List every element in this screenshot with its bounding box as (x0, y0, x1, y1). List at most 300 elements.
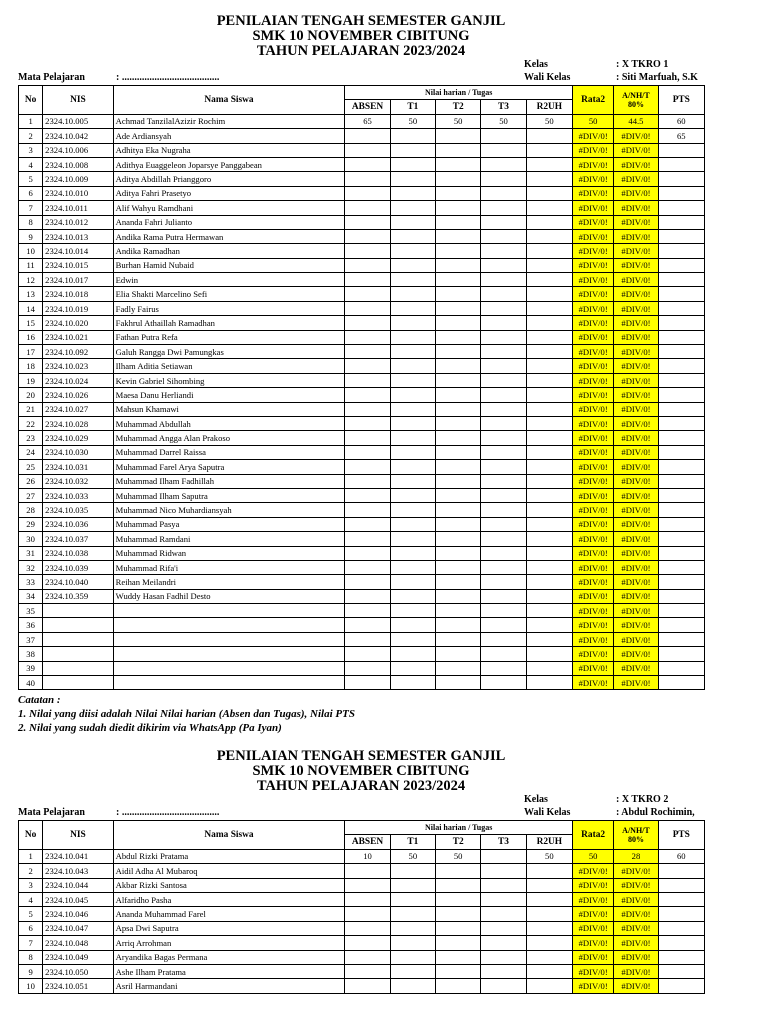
cell-no: 36 (19, 618, 43, 632)
cell-nis (43, 676, 114, 690)
cell-no: 28 (19, 503, 43, 517)
header-r2uh: R2UH (526, 100, 572, 114)
cell-rata2: #DIV/0! (573, 186, 614, 200)
cell-t2 (436, 201, 481, 215)
cell-t1 (390, 589, 435, 603)
cell-nama: Apsa Dwi Saputra (113, 921, 345, 935)
cell-r2uh (526, 316, 572, 330)
cell-t3 (481, 647, 526, 661)
cell-r2uh (526, 517, 572, 531)
cell-t1 (390, 460, 435, 474)
cell-t2 (436, 979, 481, 993)
cell-r2uh (526, 460, 572, 474)
cell-no: 5 (19, 907, 43, 921)
cell-absen (345, 632, 390, 646)
cell-r2uh (526, 503, 572, 517)
cell-nis: 2324.10.040 (43, 575, 114, 589)
table-row (19, 921, 705, 935)
cell-no: 12 (19, 273, 43, 287)
cell-nama (113, 661, 345, 675)
title-line-3: TAHUN PELAJARAN 2023/2024 (256, 43, 466, 59)
cell-rata2: 50 (573, 114, 614, 128)
cell-pts (658, 676, 704, 690)
cell-anht: #DIV/0! (614, 460, 658, 474)
cell-nama: Alif Wahyu Ramdhani (113, 201, 345, 215)
cell-rata2: #DIV/0! (573, 345, 614, 359)
header-nis: NIS (43, 86, 114, 115)
cell-r2uh (526, 157, 572, 171)
cell-pts (658, 503, 704, 517)
header-pts: PTS (658, 821, 704, 850)
cell-pts (658, 460, 704, 474)
cell-anht: #DIV/0! (614, 618, 658, 632)
cell-t3 (481, 373, 526, 387)
cell-t2 (436, 878, 481, 892)
cell-t1 (390, 287, 435, 301)
cell-t1 (390, 172, 435, 186)
cell-pts (658, 215, 704, 229)
table-row (19, 388, 705, 402)
table-row (19, 488, 705, 502)
cell-anht: #DIV/0! (614, 474, 658, 488)
cell-rata2: #DIV/0! (573, 560, 614, 574)
cell-no: 33 (19, 575, 43, 589)
cell-t2 (436, 301, 481, 315)
cell-no: 24 (19, 445, 43, 459)
cell-r2uh (526, 402, 572, 416)
cell-anht: #DIV/0! (614, 921, 658, 935)
cell-pts: 60 (658, 114, 704, 128)
cell-r2uh (526, 575, 572, 589)
table-row (19, 979, 705, 993)
cell-anht: #DIV/0! (614, 878, 658, 892)
cell-no: 3 (19, 878, 43, 892)
cell-rata2: #DIV/0! (573, 460, 614, 474)
cell-r2uh (526, 273, 572, 287)
cell-t2 (436, 172, 481, 186)
table-row (19, 143, 705, 157)
cell-nis: 2324.10.042 (43, 129, 114, 143)
cell-anht: #DIV/0! (614, 215, 658, 229)
cell-r2uh (526, 864, 572, 878)
cell-nis: 2324.10.009 (43, 172, 114, 186)
cell-nis: 2324.10.011 (43, 201, 114, 215)
cell-absen (345, 229, 390, 243)
cell-nama: Muhammad Ridwan (113, 546, 345, 560)
cell-t3 (481, 517, 526, 531)
cell-nama: Ilham Aditia Setiawan (113, 359, 345, 373)
cell-r2uh (526, 186, 572, 200)
cell-anht: #DIV/0! (614, 273, 658, 287)
cell-rata2: #DIV/0! (573, 359, 614, 373)
cell-pts (658, 445, 704, 459)
cell-t2 (436, 388, 481, 402)
cell-t3 (481, 143, 526, 157)
cell-rata2: #DIV/0! (573, 632, 614, 646)
cell-rata2: #DIV/0! (573, 431, 614, 445)
cell-pts (658, 244, 704, 258)
header-nis: NIS (43, 821, 114, 850)
mapel-value: : ....................................... (116, 72, 220, 83)
cell-anht: #DIV/0! (614, 345, 658, 359)
cell-t3 (481, 402, 526, 416)
cell-rata2: #DIV/0! (573, 388, 614, 402)
title-line-2: SMK 10 NOVEMBER CIBITUNG (252, 763, 470, 779)
cell-r2uh (526, 416, 572, 430)
cell-r2uh (526, 172, 572, 186)
cell-r2uh (526, 373, 572, 387)
cell-rata2: #DIV/0! (573, 907, 614, 921)
cell-t2 (436, 647, 481, 661)
cell-nis: 2324.10.013 (43, 229, 114, 243)
cell-nama: Ade Ardiansyah (113, 129, 345, 143)
cell-nis: 2324.10.047 (43, 921, 114, 935)
cell-no: 5 (19, 172, 43, 186)
cell-pts (658, 604, 704, 618)
table-row (19, 618, 705, 632)
cell-nis: 2324.10.092 (43, 345, 114, 359)
cell-t2 (436, 402, 481, 416)
cell-nama: Muhammad Ilham Saputra (113, 488, 345, 502)
cell-pts (658, 907, 704, 921)
cell-t2 (436, 604, 481, 618)
cell-absen (345, 560, 390, 574)
cell-t2 (436, 864, 481, 878)
wali-value: : Siti Marfuah, S.K (616, 72, 698, 83)
cell-pts (658, 950, 704, 964)
sheet-meta (0, 794, 768, 820)
cell-nama: Fakhrul Athaillah Ramadhan (113, 316, 345, 330)
cell-nama: Akbar Rizki Santosa (113, 878, 345, 892)
cell-t2 (436, 229, 481, 243)
cell-t1 (390, 388, 435, 402)
cell-r2uh (526, 143, 572, 157)
cell-rata2: #DIV/0! (573, 647, 614, 661)
cell-nis: 2324.10.024 (43, 373, 114, 387)
cell-t2 (436, 488, 481, 502)
cell-pts (658, 316, 704, 330)
cell-t2 (436, 964, 481, 978)
cell-t3 (481, 878, 526, 892)
cell-t3 (481, 589, 526, 603)
cell-no: 20 (19, 388, 43, 402)
cell-t1 (390, 201, 435, 215)
cell-pts (658, 936, 704, 950)
cell-absen (345, 445, 390, 459)
cell-t2 (436, 575, 481, 589)
cell-rata2: #DIV/0! (573, 244, 614, 258)
header-t1: T1 (390, 100, 435, 114)
cell-no: 7 (19, 936, 43, 950)
cell-absen (345, 488, 390, 502)
cell-pts (658, 157, 704, 171)
cell-r2uh (526, 964, 572, 978)
cell-rata2: #DIV/0! (573, 445, 614, 459)
cell-pts (658, 201, 704, 215)
cell-no: 9 (19, 229, 43, 243)
cell-rata2: #DIV/0! (573, 201, 614, 215)
cell-rata2: #DIV/0! (573, 864, 614, 878)
cell-rata2: #DIV/0! (573, 604, 614, 618)
cell-absen (345, 316, 390, 330)
cell-t2 (436, 258, 481, 272)
cell-t3 (481, 388, 526, 402)
cell-no: 23 (19, 431, 43, 445)
cell-t2 (436, 157, 481, 171)
cell-nama: Elia Shakti Marcelino Sefi (113, 287, 345, 301)
cell-r2uh (526, 215, 572, 229)
cell-pts (658, 474, 704, 488)
cell-r2uh (526, 129, 572, 143)
cell-r2uh (526, 532, 572, 546)
header-nilai-harian: Nilai harian / Tugas (345, 821, 573, 835)
kelas-label: Kelas (524, 59, 548, 70)
cell-t1 (390, 445, 435, 459)
cell-absen (345, 936, 390, 950)
cell-t2 (436, 546, 481, 560)
header-anht: A/NH/T 80% (614, 86, 658, 115)
cell-nama: Ashe Ilham Pratama (113, 964, 345, 978)
grade-sheet-section (0, 14, 768, 735)
cell-t2: 50 (436, 114, 481, 128)
cell-t2 (436, 661, 481, 675)
cell-absen (345, 474, 390, 488)
cell-pts (658, 647, 704, 661)
cell-absen (345, 921, 390, 935)
cell-t1 (390, 186, 435, 200)
cell-t3 (481, 474, 526, 488)
cell-absen (345, 416, 390, 430)
header-nama: Nama Siswa (113, 86, 345, 115)
cell-nama: Edwin (113, 273, 345, 287)
cell-absen (345, 503, 390, 517)
cell-nama: Fadly Fairus (113, 301, 345, 315)
cell-nis: 2324.10.030 (43, 445, 114, 459)
cell-nis: 2324.10.044 (43, 878, 114, 892)
note-item: 2. Nilai yang sudah diedit dikirim via WhatsApp (Pa Iyan) (18, 722, 282, 735)
cell-anht: #DIV/0! (614, 979, 658, 993)
cell-r2uh (526, 359, 572, 373)
cell-t1 (390, 632, 435, 646)
table-row (19, 431, 705, 445)
cell-no: 38 (19, 647, 43, 661)
cell-nis: 2324.10.051 (43, 979, 114, 993)
cell-t3 (481, 431, 526, 445)
cell-r2uh (526, 921, 572, 935)
cell-t3 (481, 330, 526, 344)
cell-nama (113, 618, 345, 632)
cell-pts (658, 402, 704, 416)
cell-pts (658, 589, 704, 603)
cell-no: 37 (19, 632, 43, 646)
cell-nis (43, 661, 114, 675)
cell-t3 (481, 229, 526, 243)
cell-rata2: #DIV/0! (573, 661, 614, 675)
cell-r2uh (526, 546, 572, 560)
cell-pts (658, 301, 704, 315)
cell-rata2: #DIV/0! (573, 402, 614, 416)
cell-pts (658, 661, 704, 675)
cell-nama: Burhan Hamid Nubaid (113, 258, 345, 272)
cell-anht: #DIV/0! (614, 589, 658, 603)
cell-r2uh (526, 287, 572, 301)
cell-t1 (390, 661, 435, 675)
cell-absen (345, 676, 390, 690)
cell-t2 (436, 560, 481, 574)
cell-absen (345, 661, 390, 675)
cell-nama: Muhammad Angga Alan Prakoso (113, 431, 345, 445)
table-row (19, 215, 705, 229)
table-row (19, 936, 705, 950)
cell-absen (345, 273, 390, 287)
header-absen: ABSEN (345, 835, 390, 849)
cell-anht: #DIV/0! (614, 503, 658, 517)
cell-r2uh (526, 589, 572, 603)
cell-rata2: #DIV/0! (573, 229, 614, 243)
cell-rata2: #DIV/0! (573, 575, 614, 589)
cell-nis: 2324.10.038 (43, 546, 114, 560)
cell-nama: Muhammad Darrel Raissa (113, 445, 345, 459)
cell-nis: 2324.10.028 (43, 416, 114, 430)
cell-pts (658, 618, 704, 632)
title-line-1: PENILAIAN TENGAH SEMESTER GANJIL (216, 13, 506, 29)
header-r2uh: R2UH (526, 835, 572, 849)
cell-t3 (481, 287, 526, 301)
cell-nama: Arriq Arrohman (113, 936, 345, 950)
cell-t3 (481, 849, 526, 863)
cell-absen (345, 244, 390, 258)
cell-nama: Maesa Danu Herliandi (113, 388, 345, 402)
cell-absen (345, 373, 390, 387)
cell-t1 (390, 936, 435, 950)
cell-nama: Muhammad Pasya (113, 517, 345, 531)
cell-t2 (436, 416, 481, 430)
cell-t3 (481, 201, 526, 215)
cell-rata2: #DIV/0! (573, 546, 614, 560)
cell-absen (345, 143, 390, 157)
cell-rata2: #DIV/0! (573, 892, 614, 906)
cell-absen (345, 388, 390, 402)
cell-nama: Aditya Fahri Prasetyo (113, 186, 345, 200)
cell-absen (345, 964, 390, 978)
cell-pts (658, 431, 704, 445)
cell-anht: #DIV/0! (614, 517, 658, 531)
cell-no: 15 (19, 316, 43, 330)
cell-absen (345, 186, 390, 200)
table-row (19, 892, 705, 906)
cell-no: 7 (19, 201, 43, 215)
cell-nis: 2324.10.029 (43, 431, 114, 445)
cell-pts (658, 488, 704, 502)
table-row (19, 517, 705, 531)
cell-rata2: #DIV/0! (573, 532, 614, 546)
cell-nama: Ananda Muhammad Farel (113, 907, 345, 921)
cell-r2uh (526, 936, 572, 950)
cell-absen: 65 (345, 114, 390, 128)
cell-t2 (436, 936, 481, 950)
cell-anht: #DIV/0! (614, 604, 658, 618)
cell-no: 14 (19, 301, 43, 315)
cell-nis: 2324.10.031 (43, 460, 114, 474)
cell-t1 (390, 503, 435, 517)
cell-anht: #DIV/0! (614, 157, 658, 171)
cell-nis: 2324.10.018 (43, 287, 114, 301)
cell-nis: 2324.10.036 (43, 517, 114, 531)
cell-t2 (436, 445, 481, 459)
table-row (19, 661, 705, 675)
cell-t2 (436, 143, 481, 157)
cell-t2 (436, 359, 481, 373)
cell-t2 (436, 287, 481, 301)
cell-pts: 60 (658, 849, 704, 863)
cell-nama: Galuh Rangga Dwi Pamungkas (113, 345, 345, 359)
cell-t2 (436, 244, 481, 258)
cell-t3 (481, 157, 526, 171)
cell-nama: Muhammad Abdullah (113, 416, 345, 430)
cell-t1 (390, 647, 435, 661)
cell-t2 (436, 532, 481, 546)
table-row (19, 560, 705, 574)
cell-t3 (481, 301, 526, 315)
cell-nis: 2324.10.033 (43, 488, 114, 502)
cell-no: 9 (19, 964, 43, 978)
cell-t3 (481, 907, 526, 921)
cell-t3 (481, 936, 526, 950)
wali-label: Wali Kelas (524, 72, 571, 83)
cell-absen (345, 301, 390, 315)
cell-rata2: #DIV/0! (573, 474, 614, 488)
cell-pts (658, 229, 704, 243)
cell-no: 27 (19, 488, 43, 502)
cell-t3 (481, 215, 526, 229)
cell-rata2: #DIV/0! (573, 676, 614, 690)
cell-rata2: 50 (573, 849, 614, 863)
cell-t3 (481, 676, 526, 690)
cell-nis: 2324.10.032 (43, 474, 114, 488)
title-line-3: TAHUN PELAJARAN 2023/2024 (256, 778, 466, 794)
cell-no: 8 (19, 215, 43, 229)
cell-t3 (481, 560, 526, 574)
table-row (19, 907, 705, 921)
cell-r2uh (526, 907, 572, 921)
cell-t1 (390, 129, 435, 143)
table-row (19, 172, 705, 186)
cell-t3 (481, 546, 526, 560)
cell-absen (345, 589, 390, 603)
header-nama: Nama Siswa (113, 821, 345, 850)
cell-t1 (390, 676, 435, 690)
table-row (19, 878, 705, 892)
table-row (19, 445, 705, 459)
table-row (19, 287, 705, 301)
table-row (19, 373, 705, 387)
cell-pts (658, 632, 704, 646)
sheet-meta (0, 59, 768, 85)
cell-nis: 2324.10.359 (43, 589, 114, 603)
header-nilai-harian: Nilai harian / Tugas (345, 86, 573, 100)
cell-anht: #DIV/0! (614, 532, 658, 546)
cell-absen (345, 878, 390, 892)
cell-pts (658, 892, 704, 906)
cell-pts (658, 345, 704, 359)
cell-nis: 2324.10.021 (43, 330, 114, 344)
cell-t3 (481, 316, 526, 330)
cell-r2uh (526, 431, 572, 445)
cell-no: 1 (19, 114, 43, 128)
cell-absen (345, 460, 390, 474)
cell-anht: #DIV/0! (614, 676, 658, 690)
cell-t2 (436, 316, 481, 330)
